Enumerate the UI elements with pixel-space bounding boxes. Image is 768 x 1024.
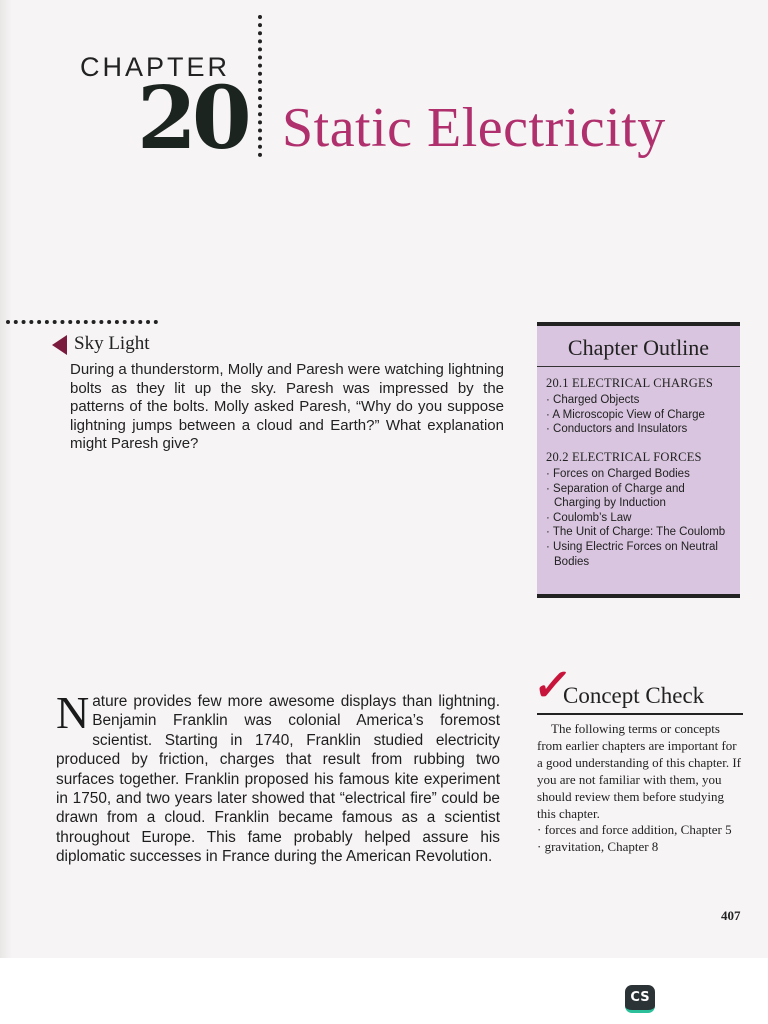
page-number: 407 [721,908,741,923]
chapter-number: 20 [137,68,247,169]
outline-section-heading: 20.1 ELECTRICAL CHARGES [546,376,713,390]
outline-title: Chapter Outline [567,335,710,360]
sky-light-heading: Sky Light [74,333,150,354]
outline-item: · The Unit of Charge: The Coulomb [546,525,734,540]
chapter-label: CHAPTER [80,52,231,82]
camscanner-logo-icon: CS [625,985,655,1013]
outline-item: · Conductors and Insulators [546,422,734,437]
outline-item: · Charged Objects [546,393,734,408]
concept-check-intro: The following terms or concepts from earlier chapters are important for a good understanding of this chapter. If you are not familiar with them, you should review them before studying this chapter. [537,721,741,821]
outline-item: · Forces on Charged Bodies [546,467,734,482]
outline-item: · Separation of Charge and Charging by Induction [546,482,734,511]
outline-item: · Using Electric Forces on Neutral Bodies [546,540,734,569]
triangle-arrow-icon [52,335,67,355]
outline-item: · A Microscopic View of Charge [546,408,734,423]
concept-item: · gravitation, Chapter 8 [537,839,743,856]
chapter-outline-box [537,322,740,598]
chapter-title: Static Electricity [282,97,666,159]
concept-check-list [537,822,743,856]
intro-paragraph [56,687,500,867]
outline-item: · Coulomb’s Law [546,511,734,526]
outline-section-heading: 20.2 ELECTRICAL FORCES [546,450,702,464]
checkmark-icon: ✓ [530,660,575,711]
outline-section-list [546,393,734,437]
outline-section-list [546,467,734,569]
concept-item: · forces and force addition, Chapter 5 [537,822,743,839]
concept-check-heading: Concept Check [563,683,705,708]
page-binding-edge [0,0,12,960]
intro-text: ature provides few more awesome displays than lightning. Benjamin Franklin was colonial America’s foremost scientist. Starting in 1740, Franklin studied electricity produced by friction, charges that result from rubbing two surfaces together. Franklin proposed his famous kite experiment in 1750, and two years later showed that “electrical fire” could be drawn from a cloud. Franklin became famous as a scientist throughout Europe. This fame probably helped assure his diplomatic successes in France during the American Revolution. [56,693,500,866]
sky-light-paragraph: During a thunderstorm, Molly and Paresh were watching lightning bolts as they lit up the sky. Paresh was impressed by the patterns of the bolts. Molly asked Paresh, “Why do you suppose lightning jumps between a cloud and Earth?” What explanation might Paresh give? [70,361,504,452]
drop-cap: N [56,687,90,738]
vertical-dotted-divider [258,15,262,157]
concept-check-body [537,721,743,856]
concept-check-divider [537,713,743,715]
horizontal-dotted-divider [6,320,158,324]
outline-divider [537,366,740,367]
